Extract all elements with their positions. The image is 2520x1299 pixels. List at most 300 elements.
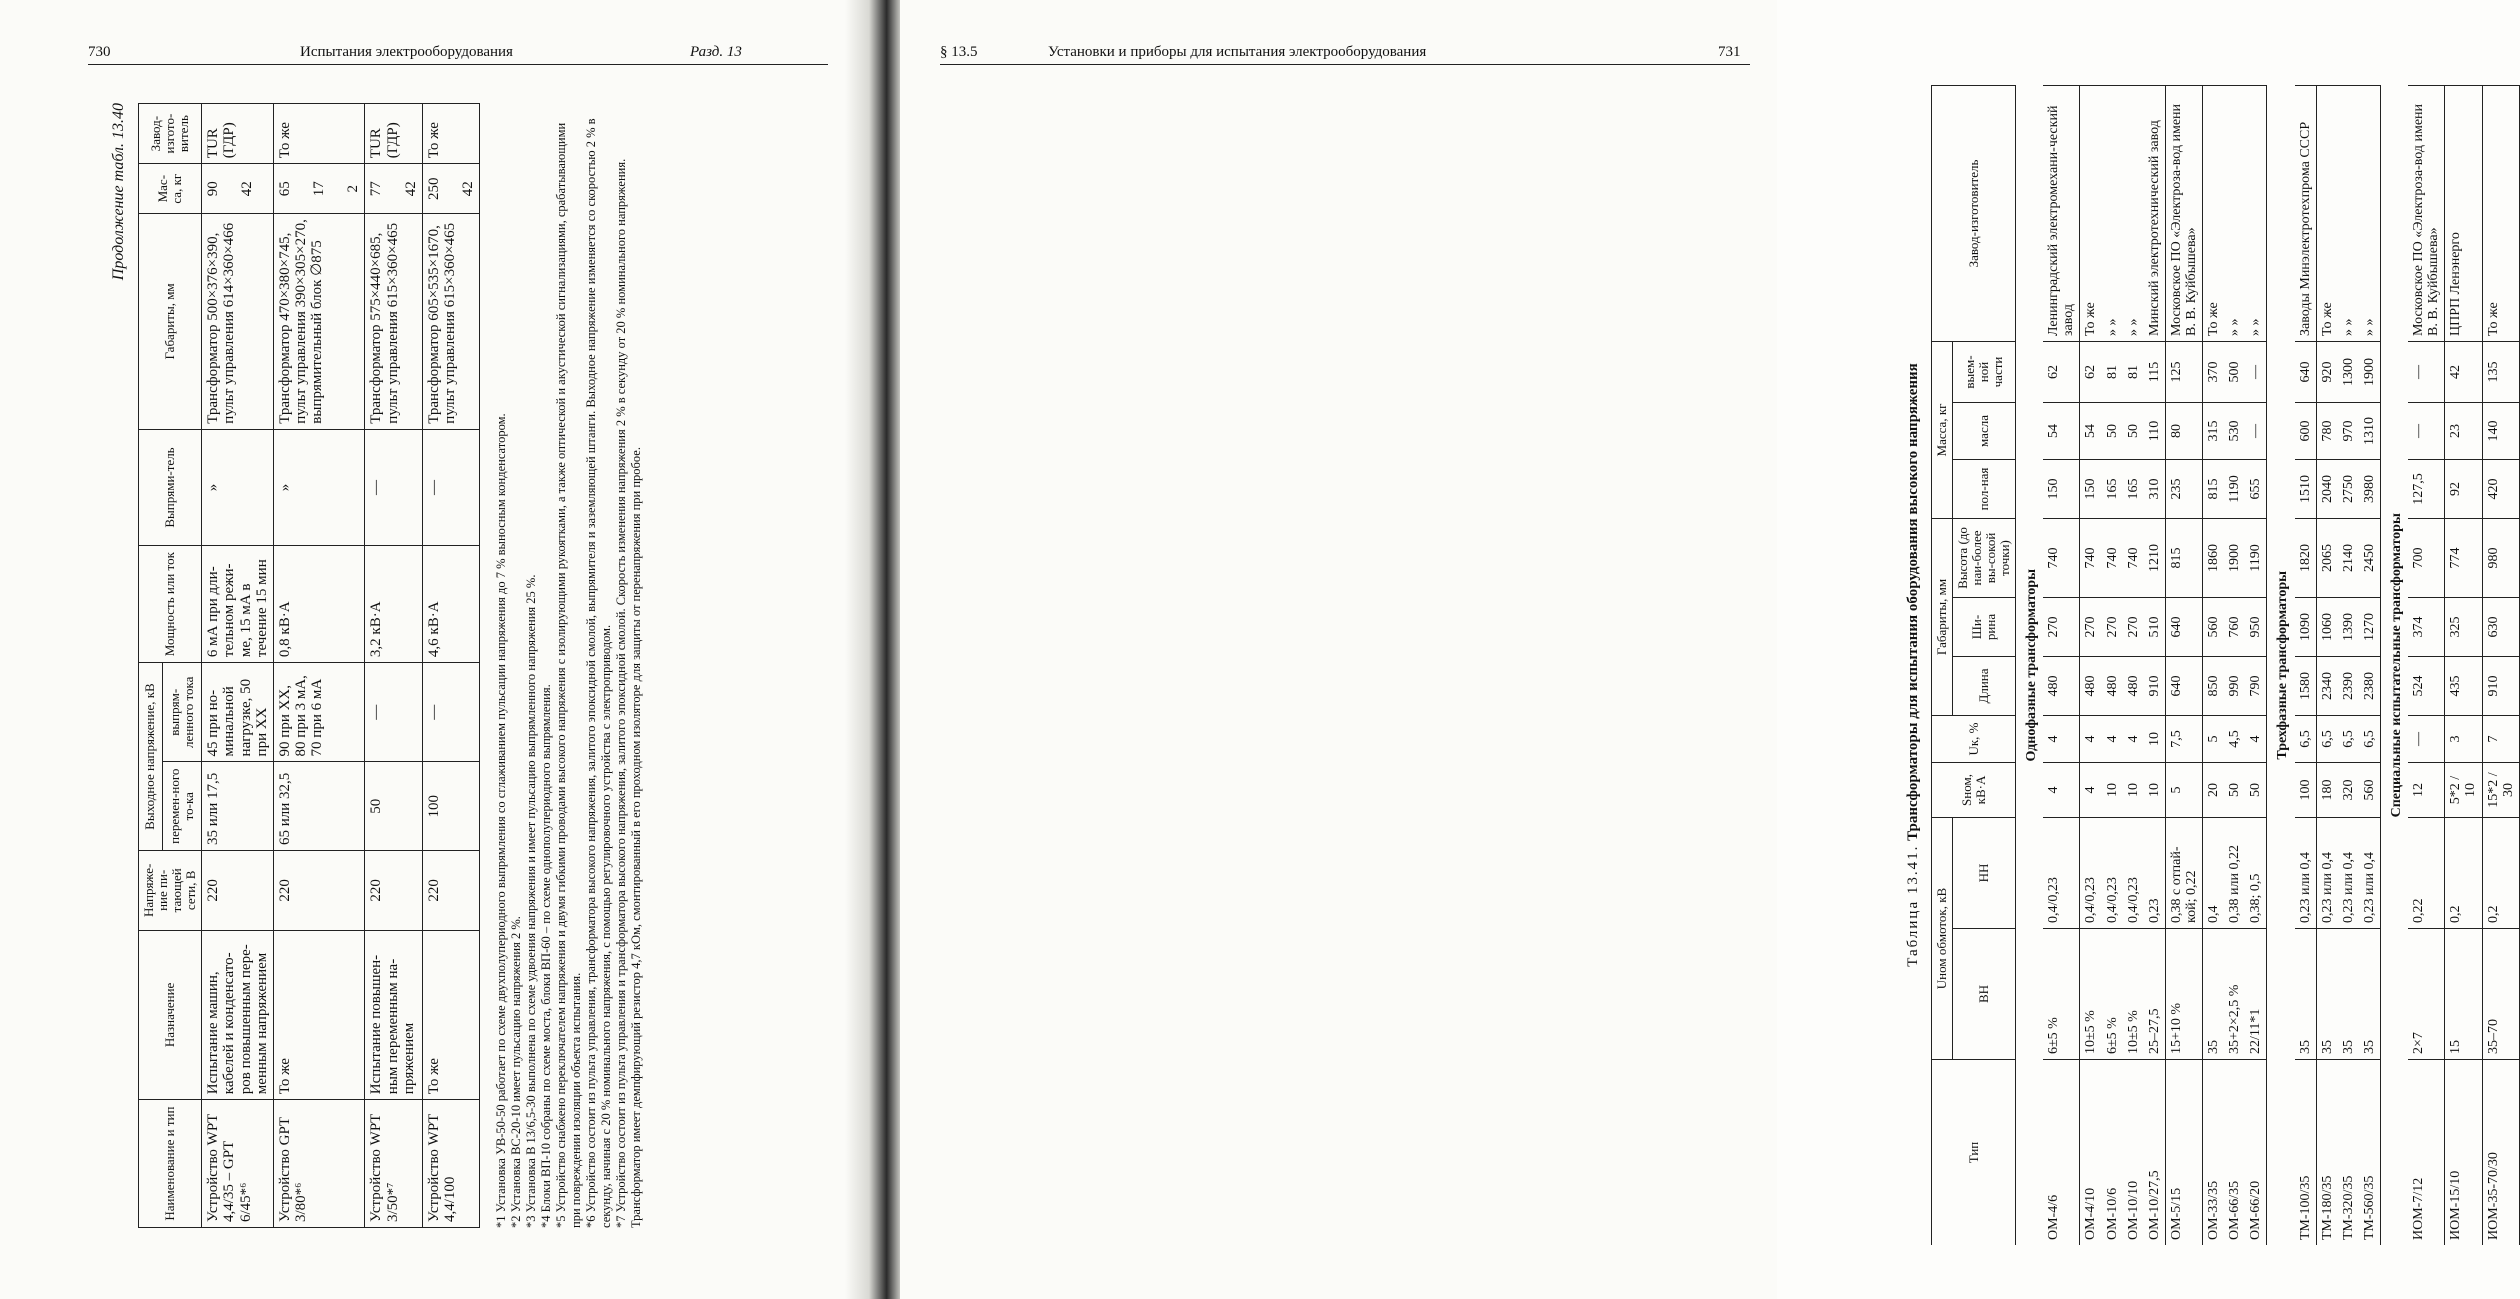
cell-lv: 0,23 или 0,4: [2359, 818, 2381, 929]
cell-s: 10: [2102, 763, 2123, 818]
cell-name: Устройство WPT 3/50*⁷: [365, 1100, 422, 1228]
cell-hv: 35+2×2,5 %: [2224, 929, 2245, 1060]
cell-hv: 35: [2338, 929, 2359, 1060]
cell-s: 180: [2316, 763, 2338, 818]
cell-l: 910: [2482, 657, 2519, 716]
cell-hv: 6±5 %: [2043, 929, 2080, 1060]
cell-hv: 2×7: [2408, 929, 2445, 1060]
cell-w: 560: [2203, 598, 2225, 657]
th-hv: ВН: [1953, 929, 2016, 1060]
th-mass-oil: масла: [1953, 403, 2016, 460]
section-title-row: [2381, 86, 2409, 1246]
cell-w: 950: [2245, 598, 2267, 657]
cell-name: Устройство WPT 4,4/100: [422, 1100, 479, 1228]
cell-power: 3,2 кВ·А: [365, 546, 422, 663]
left-page: [0, 0, 870, 1299]
continuation-label: Продолжение табл. 13.40: [110, 103, 127, 281]
cell-h: 1190: [2245, 519, 2267, 598]
cell-oil: 970: [2338, 403, 2359, 460]
cell-l: 990: [2224, 657, 2245, 716]
cell-lv: 0,2: [2482, 818, 2519, 929]
cell-purpose: То же: [422, 930, 479, 1100]
th-mass: Мас-са, кг: [139, 164, 202, 214]
cell-l: 640: [2165, 657, 2202, 716]
cell-rem: 1900: [2359, 342, 2381, 403]
cell-oil: 780: [2316, 403, 2338, 460]
section-title: Однофазные трансформаторы: [2024, 568, 2040, 762]
cell-type: ОМ-10/6: [2102, 1060, 2123, 1246]
cell-uk: 10: [2144, 716, 2166, 763]
cell-hv: 35: [2295, 929, 2317, 1060]
cell-l: 524: [2408, 657, 2445, 716]
th-dims: Габариты, мм: [139, 214, 202, 430]
right-page: [900, 0, 2516, 1299]
mass-line: 42: [239, 181, 256, 197]
cell-maker: » »: [2338, 86, 2359, 342]
th-uk: Uк, %: [1932, 716, 2016, 763]
table-row: [2144, 86, 2166, 1246]
cell-mass: [202, 164, 274, 214]
cell-power: 6 мА при дли-тельном режи-ме, 15 мА в течение 15 мин: [202, 546, 274, 663]
th-dims: Габариты, мм: [1932, 519, 1953, 716]
cell-w: 1390: [2338, 598, 2359, 657]
cell-oil: 54: [2080, 403, 2102, 460]
cell-type: ОМ-5/15: [2165, 1060, 2202, 1246]
table-caption: [1905, 85, 1925, 1245]
left-rotated-content: [110, 103, 644, 1228]
cell-s: 10: [2144, 763, 2166, 818]
cell-w: 1090: [2295, 598, 2317, 657]
th-mass-total: пол-ная: [1953, 460, 2016, 519]
cell-uk: 4,5: [2224, 716, 2245, 763]
section-title: Специальные испытательные трансформаторы: [2389, 513, 2405, 818]
mass-line: 17: [311, 181, 328, 197]
cell-s: 4: [2080, 763, 2102, 818]
cell-s: 4: [2043, 763, 2080, 818]
dims-line: Трансформатор 605×535×1670,: [425, 225, 442, 424]
cell-l: 910: [2144, 657, 2166, 716]
th-length: Длина: [1953, 657, 2016, 716]
right-running-title: Установки и приборы для испытания электрооборудования: [1048, 44, 1427, 60]
cell-lv: 0,4/0,23: [2123, 818, 2144, 929]
table-row: [2445, 86, 2482, 1246]
cell-maker: Заводы Минэлектротехпрома СССР: [2295, 86, 2317, 342]
cell-ac: 50: [365, 762, 422, 851]
cell-w: 640: [2165, 598, 2202, 657]
cell-rectifier: »: [202, 429, 274, 546]
cell-rem: 920: [2316, 342, 2338, 403]
table-row: [2408, 86, 2445, 1246]
th-purpose: Назначение: [139, 930, 202, 1100]
mass-line: 42: [402, 181, 419, 197]
cell-uk: 6,5: [2359, 716, 2381, 763]
cell-lv: 0,23: [2144, 818, 2166, 929]
cell-rectifier: —: [422, 429, 479, 546]
cell-oil: 140: [2482, 403, 2519, 460]
cell-type: ОМ-4/10: [2080, 1060, 2102, 1246]
table-row: [2338, 86, 2359, 1246]
cell-hv: 22/11*1: [2245, 929, 2267, 1060]
cell-uk: 4: [2043, 716, 2080, 763]
cell-m: 815: [2203, 460, 2225, 519]
cell-h: 740: [2102, 519, 2123, 598]
cell-type: ТМ-320/35: [2338, 1060, 2359, 1246]
cell-maker: » »: [2102, 86, 2123, 342]
cell-s: 100: [2295, 763, 2317, 818]
cell-oil: 23: [2445, 403, 2482, 460]
cell-dc: —: [365, 663, 422, 762]
cell-maker: То же: [2203, 86, 2225, 342]
dims-line: пульт управления 614×360×466: [221, 222, 238, 424]
table-label: Таблица 13.41.: [1905, 844, 1921, 967]
cell-lv: 0,23 или 0,4: [2338, 818, 2359, 929]
table-13-40-continued: [138, 103, 480, 1228]
cell-l: 2390: [2338, 657, 2359, 716]
cell-supply: 220: [202, 851, 274, 931]
table-row: [2224, 86, 2245, 1246]
cell-type: ОМ-66/20: [2245, 1060, 2267, 1246]
cell-rem: 62: [2043, 342, 2080, 403]
cell-m: 2040: [2316, 460, 2338, 519]
cell-l: 1580: [2295, 657, 2317, 716]
cell-s: 50: [2224, 763, 2245, 818]
cell-s: 50: [2245, 763, 2267, 818]
table-row: [2359, 86, 2381, 1246]
right-rotated-content: [1905, 85, 2520, 1245]
cell-s: 15*2 / 30: [2482, 763, 2519, 818]
th-mass: Масса, кг: [1932, 342, 1953, 519]
footnote: *7 Устройство состоит из пульта управления и трансформатора высокого напряжения, залитого эпоксидной смолой. Скорость изменения напряжения 2 % в секунду от 20 % номинального напряжения. Трансформатор имеет демпфирующий резистор 4,7 кОм, смонтированный в его проходном изоляторе для защиты от перенапряжения при пробое.: [614, 158, 644, 1228]
right-section: § 13.5: [940, 44, 978, 60]
cell-power: 4,6 кВ·А: [422, 546, 479, 663]
th-power: Мощность или ток: [139, 546, 202, 663]
cell-hv: 15+10 %: [2165, 929, 2202, 1060]
cell-maker: » »: [2224, 86, 2245, 342]
cell-h: 1820: [2295, 519, 2317, 598]
cell-oil: 1310: [2359, 403, 2381, 460]
cell-l: 480: [2043, 657, 2080, 716]
cell-l: 480: [2080, 657, 2102, 716]
cell-maker: TUR (ГДР): [202, 104, 274, 164]
cell-h: 1210: [2144, 519, 2166, 598]
right-header-rule: [940, 64, 1750, 65]
cell-uk: 7,5: [2165, 716, 2202, 763]
table-row: [2123, 86, 2144, 1246]
cell-w: 270: [2043, 598, 2080, 657]
cell-oil: —: [2408, 403, 2445, 460]
cell-type: ТМ-560/35: [2359, 1060, 2381, 1246]
cell-ac: 65 или 32,5: [273, 762, 365, 851]
table-row: [2102, 86, 2123, 1246]
table-row: [273, 104, 365, 1228]
cell-m: 1510: [2295, 460, 2317, 519]
cell-m: 127,5: [2408, 460, 2445, 519]
th-mass-removable: выем-ной части: [1953, 342, 2016, 403]
cell-m: 165: [2123, 460, 2144, 519]
cell-rectifier: —: [365, 429, 422, 546]
cell-h: 740: [2080, 519, 2102, 598]
cell-power: 0,8 кВ·А: [273, 546, 365, 663]
cell-maker: ЦПРП Ленэнерго: [2445, 86, 2482, 342]
cell-w: 270: [2102, 598, 2123, 657]
cell-type: ИОМ-7/12: [2408, 1060, 2445, 1246]
mass-line: 2: [345, 184, 362, 193]
cell-w: 270: [2123, 598, 2144, 657]
cell-oil: 110: [2144, 403, 2166, 460]
dims-line: пульт управления 390×305×270,: [293, 219, 310, 424]
cell-maker: Московское ПО «Электроза-вод имени В. В. Куйбышева»: [2408, 86, 2445, 342]
cell-lv: 0,4/0,23: [2102, 818, 2123, 929]
cell-dims: [422, 214, 479, 430]
cell-w: 510: [2144, 598, 2166, 657]
cell-lv: 0,38 с отпай-кой; 0,22: [2165, 818, 2202, 929]
cell-s: 12: [2408, 763, 2445, 818]
cell-oil: 50: [2102, 403, 2123, 460]
cell-uk: 4: [2102, 716, 2123, 763]
th-rectifier: Выпрями-тель: [139, 429, 202, 546]
cell-lv: 0,4/0,23: [2043, 818, 2080, 929]
cell-maker: » »: [2245, 86, 2267, 342]
cell-hv: 10±5 %: [2123, 929, 2144, 1060]
table-row: [2203, 86, 2225, 1246]
cell-w: 270: [2080, 598, 2102, 657]
left-section: Разд. 13: [690, 44, 742, 60]
cell-maker: » »: [2123, 86, 2144, 342]
table-row: [2043, 86, 2080, 1246]
cell-dims: [202, 214, 274, 430]
th-unom: Uном обмоток, кВ: [1932, 818, 1953, 1060]
cell-l: 480: [2102, 657, 2123, 716]
cell-oil: 54: [2043, 403, 2080, 460]
cell-dc: —: [422, 663, 479, 762]
cell-oil: 600: [2295, 403, 2317, 460]
table-row: [2080, 86, 2102, 1246]
cell-s: 320: [2338, 763, 2359, 818]
cell-purpose: Испытание повышен-ным переменным на-пряжением: [365, 930, 422, 1100]
cell-l: 2380: [2359, 657, 2381, 716]
th-lv: НН: [1953, 818, 2016, 929]
cell-type: ТМ-180/35: [2316, 1060, 2338, 1246]
cell-oil: 80: [2165, 403, 2202, 460]
table-title: Трансформаторы для испытания оборудования высокого напряжения: [1905, 363, 1921, 841]
cell-type: ОМ-4/6: [2043, 1060, 2080, 1246]
cell-oil: —: [2245, 403, 2267, 460]
cell-supply: 220: [422, 851, 479, 931]
cell-uk: 7: [2482, 716, 2519, 763]
cell-lv: 0,38; 0,5: [2245, 818, 2267, 929]
cell-maker: То же: [422, 104, 479, 164]
th-maker: Завод-изгото-витель: [139, 104, 202, 164]
cell-w: 760: [2224, 598, 2245, 657]
mass-line: 42: [460, 181, 476, 197]
table-row: [2295, 86, 2317, 1246]
cell-m: 165: [2102, 460, 2123, 519]
table-row: [2482, 86, 2519, 1246]
cell-uk: 5: [2203, 716, 2225, 763]
cell-maker: То же: [2080, 86, 2102, 342]
cell-mass: [422, 164, 479, 214]
footnote: *5 Устройство снабжено переключателем напряжения и двумя гибкими проводами высокого напряжения с изолирующими рукоятками, а также оптической и акустической сигнализациями, срабатывающими при повреждении изоляции объекта испытания.: [554, 122, 584, 1228]
cell-hv: 35: [2316, 929, 2338, 1060]
cell-maker: Минский электротехнический завод: [2144, 86, 2166, 342]
cell-uk: 6,5: [2338, 716, 2359, 763]
cell-maker: Ленинградский электромехани-ческий завод: [2043, 86, 2080, 342]
section-title: Трехфазные трансформаторы: [2275, 570, 2291, 760]
th-output-dc: выпрям-ленного тока: [162, 663, 201, 762]
cell-h: 1860: [2203, 519, 2225, 598]
cell-uk: —: [2408, 716, 2445, 763]
footnote: *4 Блоки ВП-10 собраны по схеме моста, блоки ВП-60 – по схеме однополупериодного выпрямления.: [539, 684, 554, 1228]
left-running-title: Испытания электрооборудования: [300, 44, 513, 60]
cell-rem: 370: [2203, 342, 2225, 403]
cell-rem: 81: [2123, 342, 2144, 403]
cell-type: ИОМ-15/10: [2445, 1060, 2482, 1246]
cell-mass: [365, 164, 422, 214]
cell-rem: 500: [2224, 342, 2245, 403]
table-row: [422, 104, 479, 1228]
cell-type: ИОМ-35-70/30: [2482, 1060, 2519, 1246]
table-row: [365, 104, 422, 1228]
cell-m: 1190: [2224, 460, 2245, 519]
left-page-number: 730: [88, 44, 111, 60]
cell-h: 2140: [2338, 519, 2359, 598]
table-row: [2245, 86, 2267, 1246]
cell-m: 420: [2482, 460, 2519, 519]
th-output-ac: перемен-ного то-ка: [162, 762, 201, 851]
cell-m: 150: [2043, 460, 2080, 519]
cell-m: 235: [2165, 460, 2202, 519]
cell-w: 1060: [2316, 598, 2338, 657]
cell-w: 325: [2445, 598, 2482, 657]
cell-rem: —: [2245, 342, 2267, 403]
cell-dims: [273, 214, 365, 430]
cell-rem: —: [2408, 342, 2445, 403]
th-type: Тип: [1932, 1060, 2016, 1246]
cell-dc: 90 при ХХ, 80 при 3 мА, 70 при 6 мА: [273, 663, 365, 762]
th-name: Наименование и тип: [139, 1100, 202, 1228]
footnotes: [494, 103, 644, 1228]
cell-rem: 640: [2295, 342, 2317, 403]
cell-rectifier: »: [273, 429, 365, 546]
cell-w: 1270: [2359, 598, 2381, 657]
cell-h: 740: [2123, 519, 2144, 598]
table-row: [2316, 86, 2338, 1246]
cell-uk: 6,5: [2316, 716, 2338, 763]
cell-h: 1900: [2224, 519, 2245, 598]
dims-line: Трансформатор 470×380×745,: [276, 232, 293, 424]
cell-hv: 35: [2359, 929, 2381, 1060]
cell-lv: 0,23 или 0,4: [2316, 818, 2338, 929]
footnote: *2 Установка ВС-20-10 имеет пульсацию напряжения 2 %.: [509, 916, 524, 1228]
cell-m: 655: [2245, 460, 2267, 519]
cell-ac: 100: [422, 762, 479, 851]
cell-s: 5*2 / 10: [2445, 763, 2482, 818]
cell-rem: 81: [2102, 342, 2123, 403]
footnote: *6 Устройство состоит из пульта управления, трансформатора высокого напряжения, залитого эпоксидной смолой, выпрямителя и заземляющей штанги. Выходное напряжение изменяется со скоростью 2 % в секунду, начиная с 20 % номинального напряжения, с помощью регулировочного устройства с электроприводом.: [584, 118, 614, 1228]
cell-mass: [273, 164, 365, 214]
mass-line: 250: [425, 177, 442, 200]
cell-hv: 10±5 %: [2080, 929, 2102, 1060]
cell-w: 630: [2482, 598, 2519, 657]
cell-maker: Московское ПО «Электроза-вод имени В. В. Куйбышева»: [2165, 86, 2202, 342]
cell-s: 5: [2165, 763, 2202, 818]
cell-s: 10: [2123, 763, 2144, 818]
mass-line: 65: [276, 181, 293, 197]
cell-h: 980: [2482, 519, 2519, 598]
cell-uk: 4: [2080, 716, 2102, 763]
cell-l: 790: [2245, 657, 2267, 716]
cell-name: Устройство WPT 4,4/35 – GPT 6/45*⁶: [202, 1100, 274, 1228]
cell-uk: 6,5: [2295, 716, 2317, 763]
footnote: *3 Установка В 13/6,5-30 выполнена по схеме удвоения напряжения и имеет пульсацию выпрямленного напряжения 25 %.: [524, 574, 539, 1228]
cell-rem: 135: [2482, 342, 2519, 403]
cell-hv: 25–27,5: [2144, 929, 2166, 1060]
cell-maker: То же: [273, 104, 365, 164]
th-maker: Завод-изготовитель: [1932, 86, 2016, 342]
cell-dc: 45 при но-минальной нагрузке, 50 при ХХ: [202, 663, 274, 762]
cell-rem: 62: [2080, 342, 2102, 403]
cell-uk: 3: [2445, 716, 2482, 763]
cell-h: 2065: [2316, 519, 2338, 598]
cell-maker: TUR (ГДР): [365, 104, 422, 164]
cell-type: ОМ-66/35: [2224, 1060, 2245, 1246]
dims-line: Трансформатор 575×440×685,: [368, 232, 385, 424]
cell-type: ТМ-100/35: [2295, 1060, 2317, 1246]
cell-oil: 530: [2224, 403, 2245, 460]
table-13-41: [1931, 85, 2520, 1245]
dims-line: пульт управления 615×360×465: [442, 222, 458, 424]
cell-lv: 0,23 или 0,4: [2295, 818, 2317, 929]
footnote: *1 Установка УВ-50-50 работает по схеме двухполупериодного выпрямления со сглаживанием пульсации напряжения до 7 % выносным конденсатором.: [494, 413, 509, 1228]
cell-purpose: Испытание машин, кабелей и конденсато-ров повышенным пере-менным напряжением: [202, 930, 274, 1100]
cell-name: Устройство GPT 3/80*⁶: [273, 1100, 365, 1228]
cell-oil: 315: [2203, 403, 2225, 460]
cell-m: 310: [2144, 460, 2166, 519]
cell-l: 850: [2203, 657, 2225, 716]
cell-ac: 35 или 17,5: [202, 762, 274, 851]
th-supply: Напряже-ние пи-тающей сети, В: [139, 851, 202, 931]
mass-line: 90: [205, 181, 222, 197]
th-height: Высота (до наи-более вы-сокой точки): [1953, 519, 2016, 598]
left-header-rule: [88, 64, 828, 65]
cell-type: ОМ-10/10: [2123, 1060, 2144, 1246]
cell-l: 480: [2123, 657, 2144, 716]
cell-h: 700: [2408, 519, 2445, 598]
cell-lv: 0,38 или 0,22: [2224, 818, 2245, 929]
cell-lv: 0,4/0,23: [2080, 818, 2102, 929]
cell-m: 3980: [2359, 460, 2381, 519]
cell-type: ОМ-10/27,5: [2144, 1060, 2166, 1246]
cell-h: 774: [2445, 519, 2482, 598]
th-output: Выходное напряжение, кВ: [139, 663, 163, 851]
mass-line: 77: [368, 181, 385, 197]
dims-line: выпрямительный блок ∅875: [309, 240, 326, 424]
cell-h: 2450: [2359, 519, 2381, 598]
cell-h: 815: [2165, 519, 2202, 598]
cell-maker: » »: [2359, 86, 2381, 342]
cell-uk: 4: [2245, 716, 2267, 763]
cell-type: ОМ-33/35: [2203, 1060, 2225, 1246]
dims-line: пульт управления 615×360×465: [384, 222, 401, 424]
right-page-number: 731: [1718, 44, 1741, 60]
cell-rem: 115: [2144, 342, 2166, 403]
cell-h: 740: [2043, 519, 2080, 598]
cell-rem: 125: [2165, 342, 2202, 403]
dims-line: Трансформатор 500×376×390,: [205, 232, 222, 424]
th-snom: Sном, кВ·А: [1932, 763, 2016, 818]
cell-lv: 0,4: [2203, 818, 2225, 929]
cell-dims: [365, 214, 422, 430]
